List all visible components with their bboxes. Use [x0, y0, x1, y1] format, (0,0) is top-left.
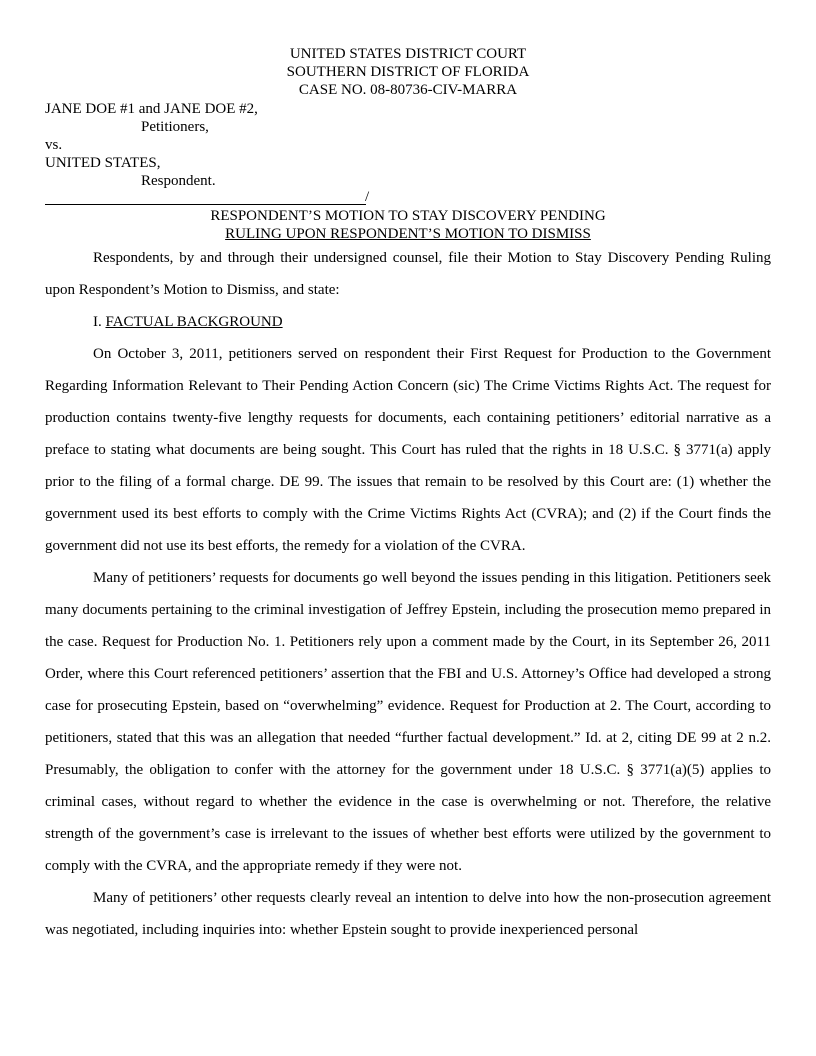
caption-slash: /	[365, 189, 370, 205]
section-heading	[45, 306, 771, 338]
section-title: FACTUAL BACKGROUND	[105, 314, 283, 330]
motion-title-line2-text: RULING UPON RESPONDENT’S MOTION TO DISMISS	[225, 226, 591, 242]
petitioners-name: JANE DOE #1 and JANE DOE #2,	[45, 101, 258, 117]
paragraph-2: Many of petitioners’ requests for documents go well beyond the issues pending in this litigation. Petitioners seek many documents pertaining to the criminal investigation of Jeffrey Epstein, including the prosecution memo prepared in the case. Request for Production No. 1. Petitioners rely upon a comment made by the Court, in its September 26, 2011 Order, where this Court referenced petitioners’ assertion that the FBI and U.S. Attorney’s Office had developed a strong case for prosecuting Epstein, based on “overwhelming” evidence. Request for Production at 2. The Court, according to petitioners, stated that this was an allegation that needed “further factual development.” Id. at 2, citing DE 99 at 2 n.2. Presumably, the obligation to confer with the attorney for the government under 18 U.S.C. § 3771(a)(5) applies to criminal cases, without regard to whether the evidence in the case is overwhelming or not. Therefore, the relative strength of the government’s case is irrelevant to the issues of whether best efforts were utilized by the government to comply with the CVRA, and the appropriate remedy if they were not.	[45, 570, 771, 874]
court-district: SOUTHERN DISTRICT OF FLORIDA	[286, 64, 530, 80]
case-number: CASE NO. 08-80736-CIV-MARRA	[298, 82, 518, 98]
court-name: UNITED STATES DISTRICT COURT	[289, 46, 527, 62]
party-block	[45, 100, 258, 190]
paragraph-3: Many of petitioners’ other requests clearly reveal an intention to delve into how the non-prosecution agreement was negotiated, including inquiries into: whether Epstein sought to provide inexperienced personal	[45, 890, 771, 938]
intro-paragraph: Respondents, by and through their undersigned counsel, file their Motion to Stay Discovery Pending Ruling upon Respondent’s Motion to Dismiss, and state:	[45, 250, 771, 298]
motion-title-line2	[0, 225, 816, 243]
court-caption	[0, 45, 816, 99]
respondent-name: UNITED STATES,	[45, 155, 161, 171]
versus: vs.	[45, 137, 63, 153]
motion-title	[0, 207, 816, 243]
caption-rule	[45, 190, 366, 205]
motion-title-line1: RESPONDENT’S MOTION TO STAY DISCOVERY PENDING	[210, 208, 606, 224]
respondent-role: Respondent.	[141, 173, 216, 189]
section-number: I.	[93, 314, 102, 330]
petitioners-role: Petitioners,	[141, 119, 209, 135]
motion-body	[45, 242, 771, 946]
paragraph-1: On October 3, 2011, petitioners served on respondent their First Request for Production to the Government Regarding Information Relevant to Their Pending Action Concern (sic) The Crime Victims Rights Act. The request for production contains twenty-five lengthy requests for documents, each containing petitioners’ editorial narrative as a preface to stating what documents are being sought. This Court has ruled that the rights in 18 U.S.C. § 3771(a) apply prior to the filing of a formal charge. DE 99. The issues that remain to be resolved by this Court are: (1) whether the government used its best efforts to comply with the Crime Victims Rights Act (CVRA); and (2) if the Court finds the government did not use its best efforts, the remedy for a violation of the CVRA.	[45, 346, 771, 554]
